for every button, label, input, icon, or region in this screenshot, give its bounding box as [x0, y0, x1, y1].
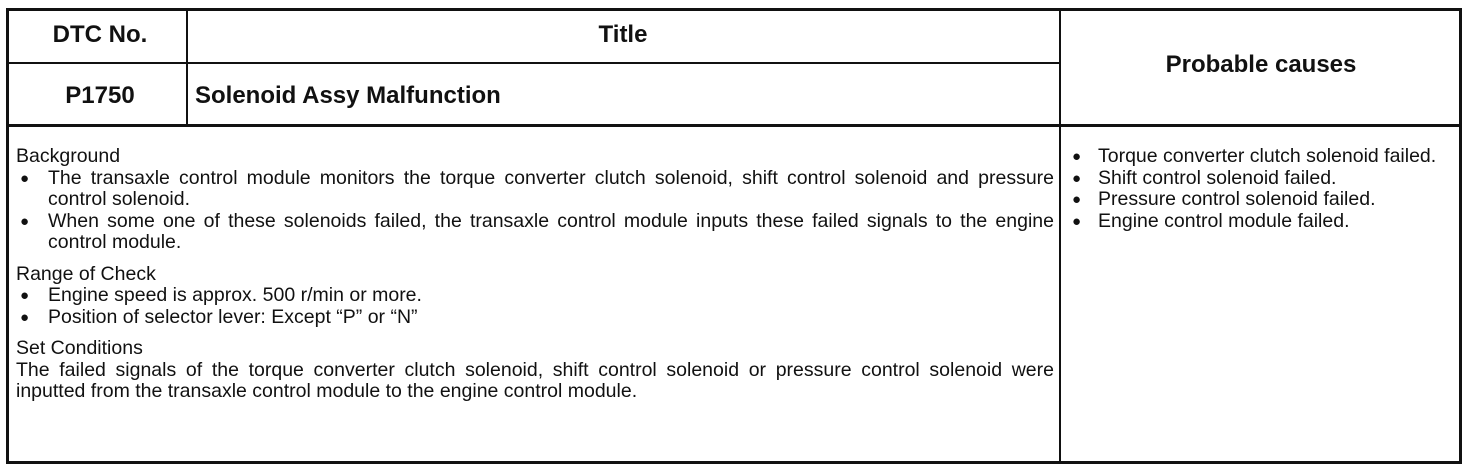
probable-causes-header: Probable causes: [1165, 51, 1357, 78]
list-item: ● Shift control solenoid failed.: [1068, 168, 1452, 190]
list-item: ● Position of selector lever: Except “P” or “N”: [16, 307, 1054, 329]
dtc-number-value: P1750: [65, 82, 135, 109]
list-item: ● When some one of these solenoids failed, the transaxle control module inputs these failed signals to the engine control module.: [16, 211, 1054, 254]
list-item: ● The transaxle control module monitors the torque converter clutch solenoid, shift control solenoid and pressure control solenoid.: [16, 168, 1054, 211]
background-section: [16, 146, 1054, 254]
list-item: ● Pressure control solenoid failed.: [1068, 189, 1452, 211]
list-item: ● Engine control module failed.: [1068, 211, 1452, 233]
range-of-check-section: [16, 264, 1054, 329]
set-conditions-section: [16, 338, 1054, 403]
range-of-check-heading: Range of Check: [16, 262, 156, 285]
set-conditions-text: The failed signals of the torque converter clutch solenoid, shift control solenoid or pressure control solenoid were inputted from the transaxle control module to the engine control module.: [16, 358, 1054, 402]
header-divider-line: [6, 62, 1061, 64]
header-bottom-line: [6, 124, 1462, 127]
causes-column-divider: [1059, 8, 1061, 464]
background-list: [16, 168, 1054, 254]
dtc-column-divider: [186, 8, 188, 126]
list-item: ● Engine speed is approx. 500 r/min or more.: [16, 285, 1054, 307]
title-header: Title: [598, 21, 648, 48]
probable-causes-column: [1068, 146, 1452, 232]
description-column: [16, 146, 1054, 413]
range-of-check-list: [16, 285, 1054, 328]
dtc-title-value: Solenoid Assy Malfunction: [195, 82, 501, 109]
list-item: ● Torque converter clutch solenoid failed.: [1068, 146, 1452, 168]
probable-causes-list: [1068, 146, 1452, 232]
set-conditions-heading: Set Conditions: [16, 337, 143, 359]
background-heading: Background: [16, 145, 121, 167]
dtc-no-header: DTC No.: [52, 21, 148, 48]
